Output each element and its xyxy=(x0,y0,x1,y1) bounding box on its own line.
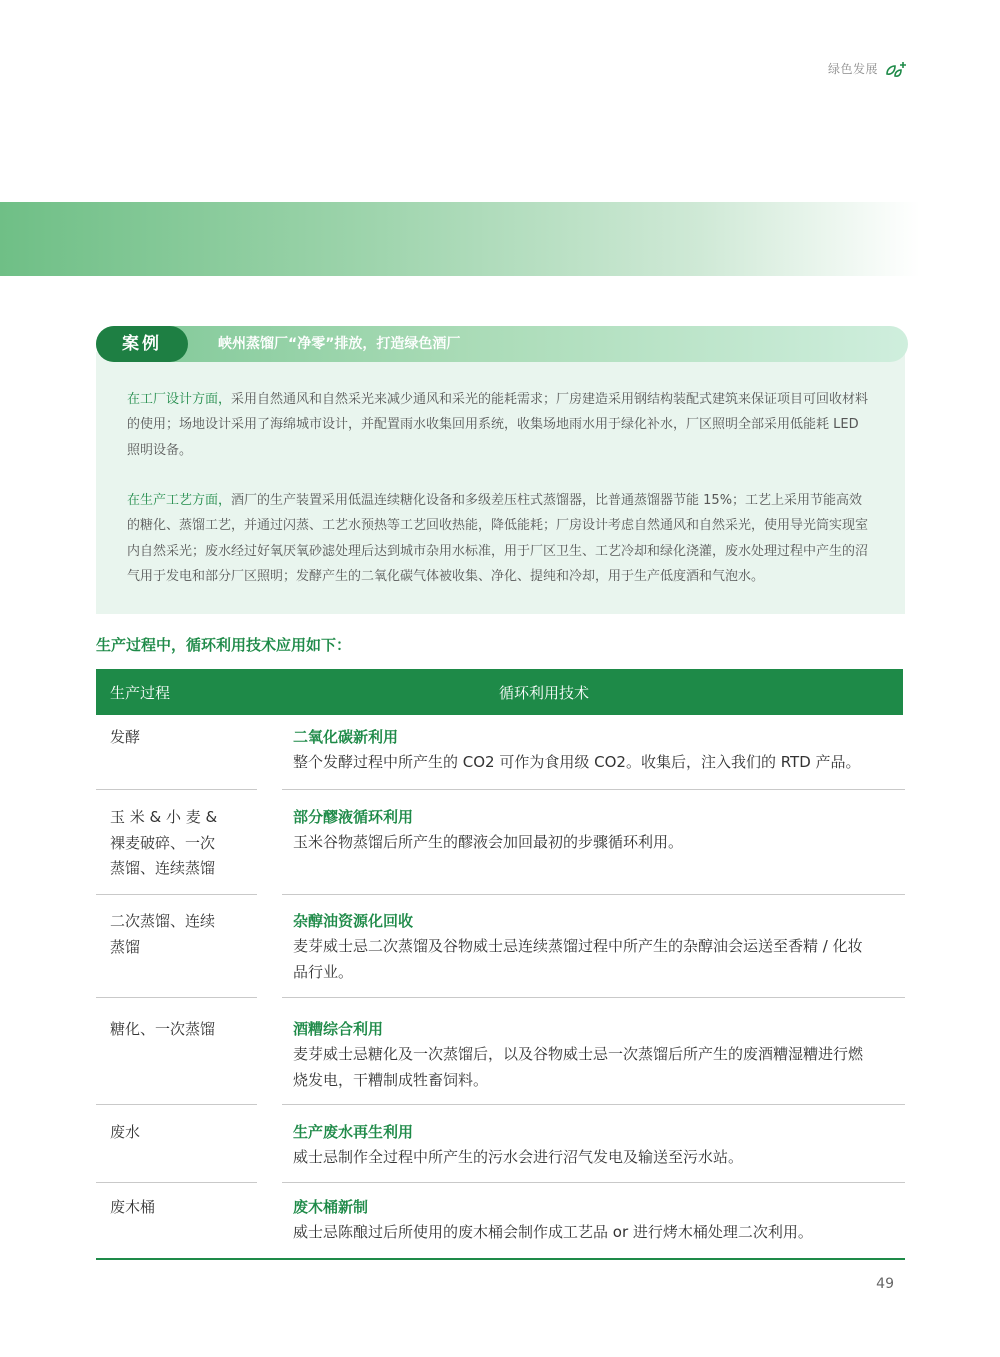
case-paragraph-lead: 在生产工艺方面， xyxy=(127,493,232,508)
page-number: 49 xyxy=(876,1276,894,1292)
decorative-banner xyxy=(0,202,1000,276)
case-paragraph-production-process xyxy=(127,488,873,589)
row-divider xyxy=(282,1104,905,1105)
table-bottom-rule xyxy=(96,1258,905,1260)
row-divider xyxy=(282,1182,905,1183)
row-divider xyxy=(96,1182,257,1183)
row-process-cell xyxy=(110,909,250,960)
header-section-label: 绿色发展 xyxy=(827,62,878,76)
process-line: 糖化、一次蒸馏 xyxy=(110,1020,216,1038)
leaf-plus-icon xyxy=(884,60,908,82)
column-header-technology: 循环利用技术 xyxy=(499,684,590,702)
process-line: 蒸馏 xyxy=(110,937,141,956)
tech-line: 整个发酵过程中所产生的 CO2 可作为食用级 CO2。收集后，注入我们的 RTD 产品。 xyxy=(293,753,861,771)
case-paragraph-body: 采用自然通风和自然采光来减少通风和采光的能耗需求；厂房建造采用钢结构装配式建筑来保证项目可回收材料的使用；场地设计采用了海绵城市设计，并配置雨水收集回用系统，收集场地雨水用于绿化补水，厂区照明全部采用低能耗 LED 照明设备。 xyxy=(127,392,869,458)
row-divider xyxy=(96,789,257,790)
row-divider xyxy=(282,789,905,790)
row-tech-title: 酒糟综合利用 xyxy=(293,1020,384,1038)
process-line: 二次蒸馏、连续 xyxy=(110,912,216,930)
tech-line: 玉米谷物蒸馏后所产生的醪液会加回最初的步骤循环利用。 xyxy=(293,833,684,851)
row-divider xyxy=(96,894,257,895)
row-tech-title: 二氧化碳新利用 xyxy=(293,728,399,746)
row-tech-title: 部分醪液循环利用 xyxy=(293,808,414,826)
tech-line: 品行业。 xyxy=(293,962,354,981)
row-process-cell xyxy=(110,725,250,751)
case-paragraph-factory-design xyxy=(127,387,873,463)
table-heading: 生产过程中，循环利用技术应用如下： xyxy=(96,636,352,654)
process-line: 裸麦破碎、一次 xyxy=(110,833,216,852)
row-divider xyxy=(96,997,257,998)
row-tech-title: 废木桶新制 xyxy=(293,1198,369,1216)
row-tech-description xyxy=(293,1042,883,1093)
process-line: 发酵 xyxy=(110,728,141,746)
tech-line: 麦芽威士忌二次蒸馏及谷物威士忌连续蒸馏过程中所产生的杂醇油会运送至香精 / 化妆 xyxy=(293,937,863,955)
column-header-process: 生产过程 xyxy=(110,684,171,702)
row-process-cell xyxy=(110,1195,250,1221)
row-divider xyxy=(282,997,905,998)
row-tech-title: 生产废水再生利用 xyxy=(293,1123,414,1141)
process-line: 废木桶 xyxy=(110,1198,156,1216)
row-tech-description xyxy=(293,830,883,856)
row-process-cell xyxy=(110,1017,250,1043)
case-tag: 案例 xyxy=(96,326,188,362)
row-tech-description xyxy=(293,750,883,776)
row-process-cell xyxy=(110,1120,250,1146)
row-divider xyxy=(282,894,905,895)
tech-line: 威士忌陈酿过后所使用的废木桶会制作成工艺品 or 进行烤木桶处理二次利用。 xyxy=(293,1223,813,1241)
row-tech-description xyxy=(293,1220,883,1246)
tech-line: 烧发电，干糟制成牲畜饲料。 xyxy=(293,1070,489,1089)
process-line: 蒸馏、连续蒸馏 xyxy=(110,859,216,877)
row-tech-title: 杂醇油资源化回收 xyxy=(293,912,414,930)
tech-line: 威士忌制作全过程中所产生的污水会进行沼气发电及输送至污水站。 xyxy=(293,1148,744,1166)
process-line: 废水 xyxy=(110,1123,141,1141)
row-process-cell xyxy=(110,805,250,882)
case-title: 峡州蒸馏厂“净零”排放，打造绿色酒厂 xyxy=(218,336,461,352)
case-paragraph-body: 酒厂的生产装置采用低温连续糖化设备和多级差压柱式蒸馏器，比普通蒸馏器节能 15%；工艺上采用节能高效的糖化、蒸馏工艺，并通过闪蒸、工艺水预热等工艺回收热能，降低能耗；厂房设计考虑自然通风和自然采光，使用导光筒实现室内自然采光；废水经过好氧厌氧砂滤处理后达到城市杂用水标准，用于厂区卫生、工艺冷却和绿化浇灌，废水处理过程中产生的沼气用于发电和部分厂区照明；发酵产生的二氧化碳气体被收集、净化、提纯和冷却，用于生产低度酒和气泡水。 xyxy=(127,493,869,584)
row-tech-description xyxy=(293,1145,883,1171)
process-line: 玉 米 & 小 麦 & xyxy=(110,808,218,826)
row-divider xyxy=(96,1104,257,1105)
row-tech-description xyxy=(293,934,883,985)
tech-line: 麦芽威士忌糖化及一次蒸馏后，以及谷物威士忌一次蒸馏后所产生的废酒糟湿糟进行燃 xyxy=(293,1045,864,1063)
case-paragraph-lead: 在工厂设计方面， xyxy=(127,392,232,407)
table-header-row xyxy=(96,669,903,715)
